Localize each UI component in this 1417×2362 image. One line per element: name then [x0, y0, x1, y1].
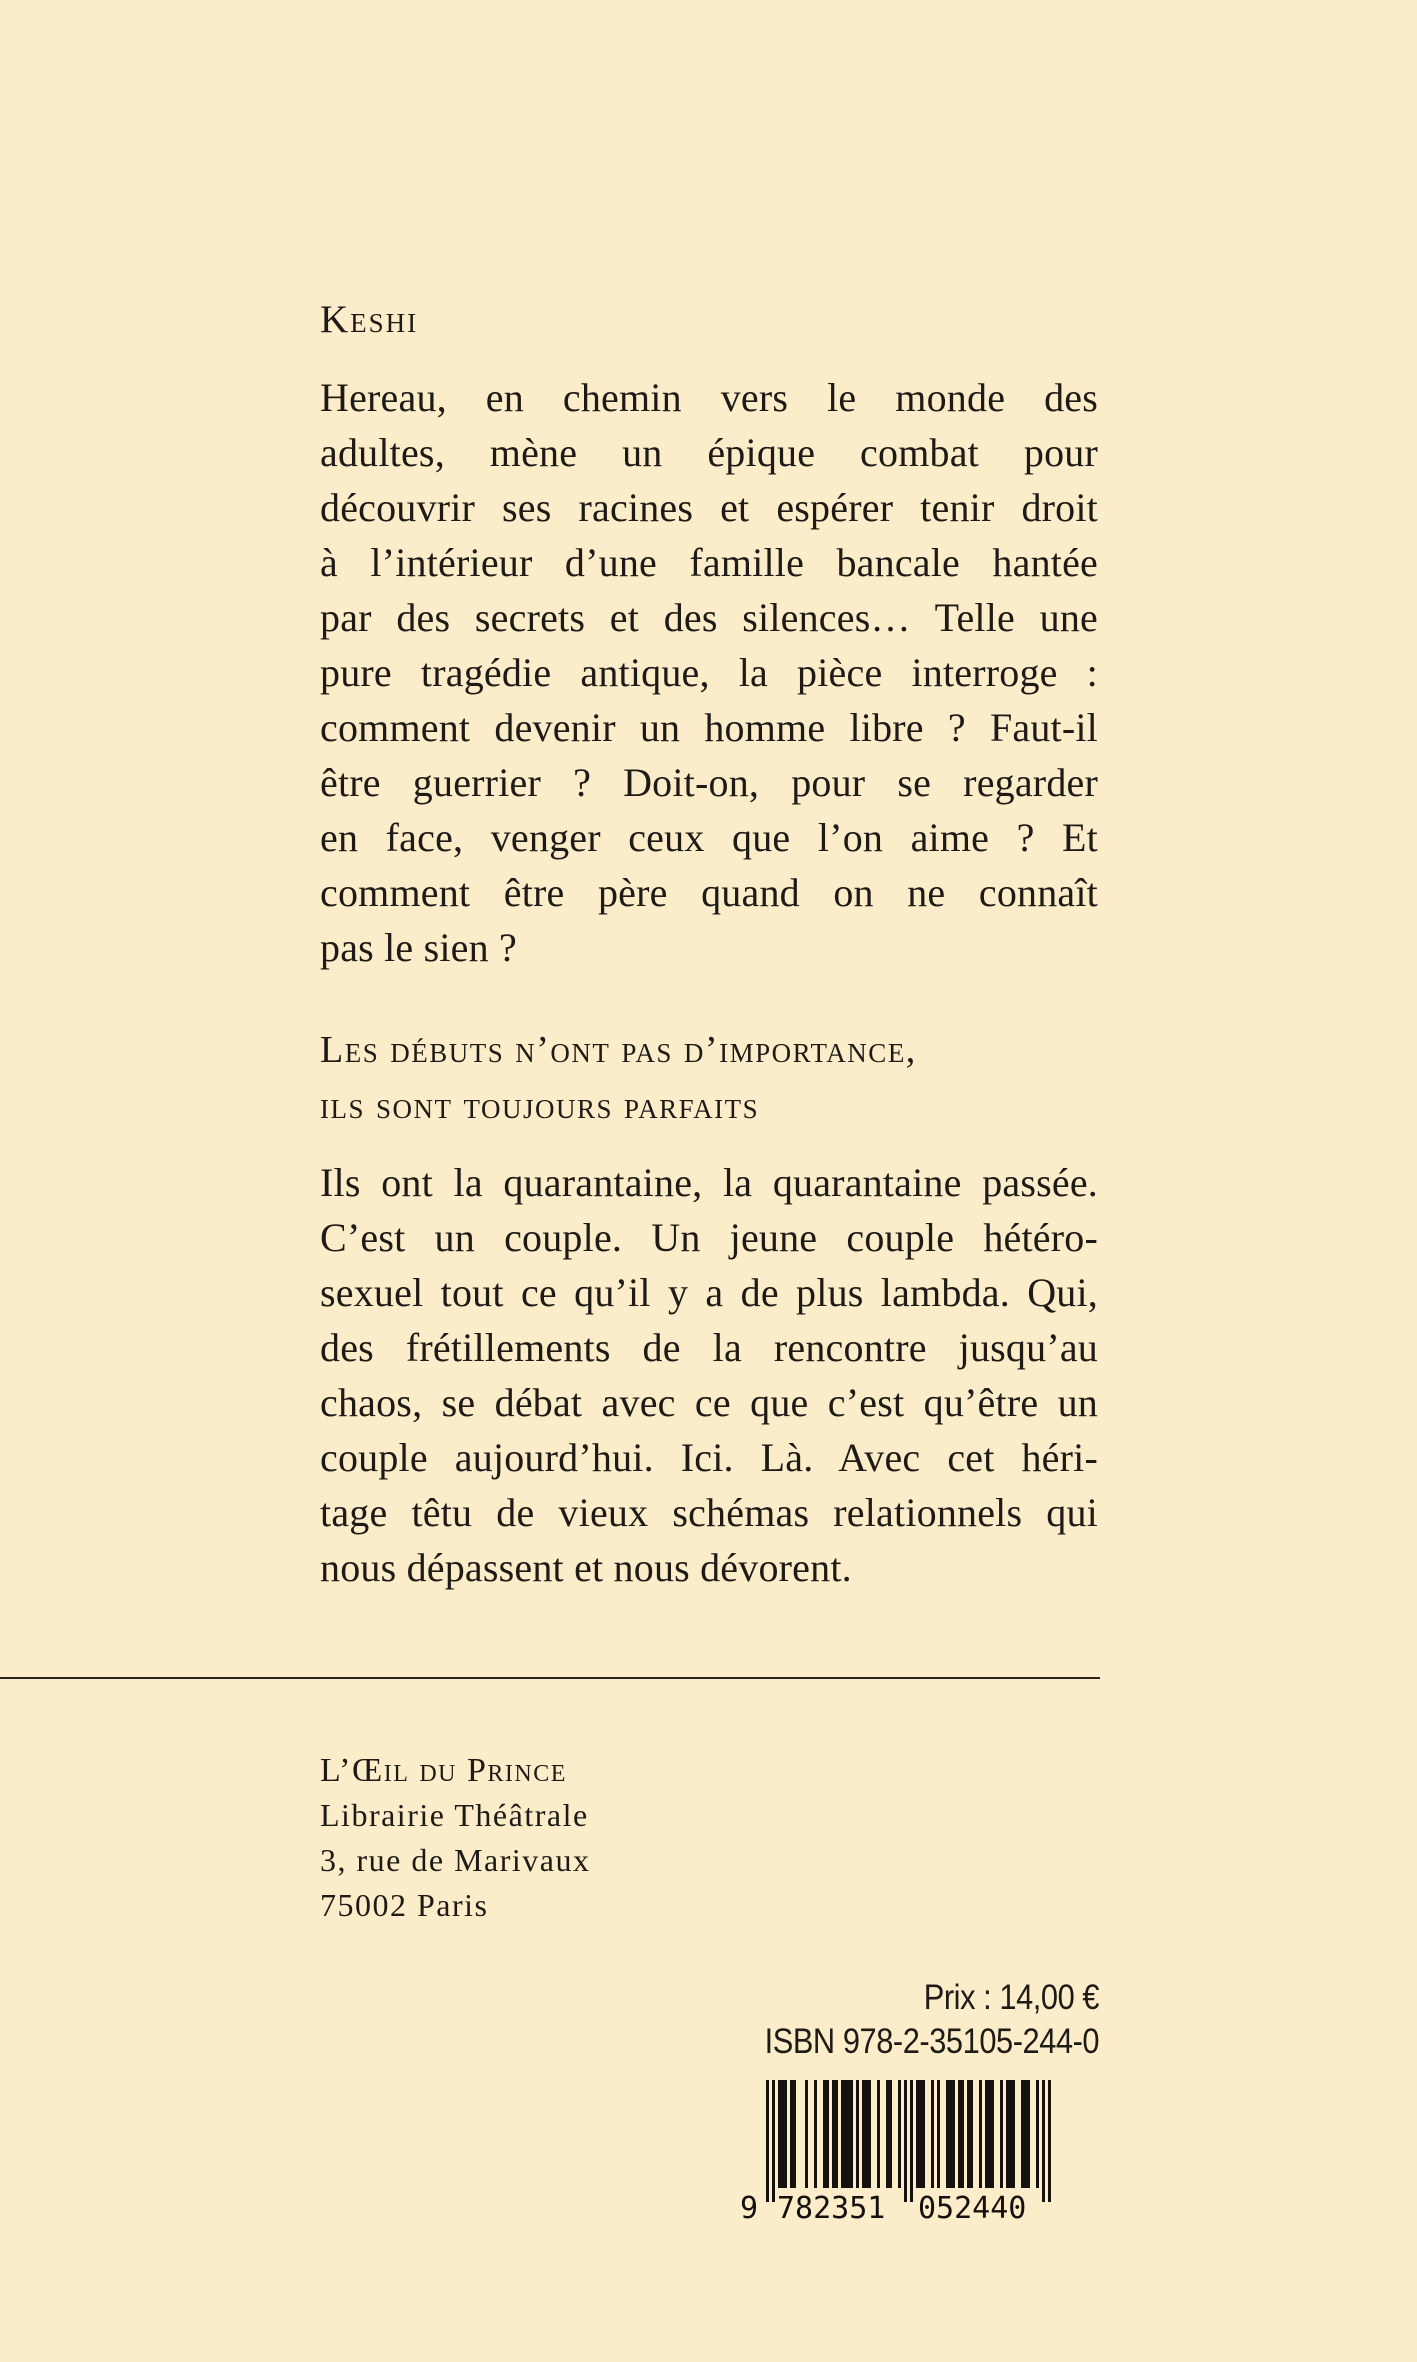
barcode-bar: [1042, 2080, 1045, 2202]
barcode-graphic: [738, 2078, 1098, 2228]
barcode-bar: [1000, 2080, 1003, 2188]
les-debuts-line: C’est un couple. Un jeune couple hétéro-: [320, 1215, 1098, 1260]
keshi-line: être guerrier ? Doit-on, pour se regarder: [320, 760, 1098, 805]
price-block: [765, 1976, 1099, 2064]
play-title-keshi: Keshi: [320, 298, 419, 341]
barcode-bar: [1024, 2080, 1027, 2188]
barcode-bar: [967, 2080, 970, 2188]
barcode-bar: [985, 2080, 988, 2188]
barcode-bar: [991, 2080, 994, 2188]
les-debuts-line: sexuel tout ce qu’il y a de plus lambda. Qui,: [320, 1270, 1098, 1315]
barcode-bar: [781, 2080, 784, 2188]
barcode-bar: [961, 2080, 964, 2188]
barcode-bar: [931, 2080, 934, 2188]
barcode-bar: [916, 2080, 919, 2188]
barcode-bar: [865, 2080, 868, 2188]
keshi-line: pas le sien ?: [320, 925, 517, 970]
barcode-bar: [898, 2080, 901, 2188]
barcode-bar: [814, 2080, 817, 2188]
keshi-line: par des secrets et des silences… Telle une: [320, 595, 1098, 640]
barcode-bar: [958, 2080, 961, 2188]
barcode-bar: [988, 2080, 991, 2188]
title-line: ils sont toujours parfaits: [320, 1085, 760, 1127]
publisher-line: 3, rue de Marivaux: [320, 1842, 591, 1878]
les-debuts-line: couple aujourd’hui. Ici. Là. Avec cet héri-: [320, 1435, 1098, 1480]
barcode-bar: [766, 2080, 769, 2202]
barcode: [738, 2078, 1098, 2228]
keshi-line: comment être père quand on ne connaît: [320, 870, 1098, 915]
keshi-line: à l’intérieur d’une famille bancale hantée: [320, 540, 1098, 585]
barcode-bar: [856, 2080, 859, 2188]
les-debuts-line: nous dépassent et nous dévorent.: [320, 1545, 852, 1590]
barcode-digits: 052440: [918, 2191, 1027, 2226]
barcode-bar: [835, 2080, 838, 2188]
barcode-bar: [910, 2080, 913, 2202]
keshi-description: [320, 370, 1098, 975]
barcode-bar: [1009, 2080, 1012, 2188]
price-label: Prix : 14,00 €: [923, 1978, 1099, 2017]
horizontal-divider: [0, 1677, 1100, 1679]
barcode-bar: [889, 2080, 892, 2188]
barcode-bar: [841, 2080, 844, 2188]
publisher-address: [320, 1748, 590, 1928]
barcode-bar: [847, 2080, 850, 2188]
barcode-bar: [904, 2080, 907, 2202]
barcode-bar: [778, 2080, 781, 2188]
title-line: Les débuts n’ont pas d’importance,: [320, 1029, 917, 1071]
publisher-line: Librairie Théâtrale: [320, 1797, 589, 1833]
les-debuts-line: chaos, se débat avec ce que c’est qu’être un: [320, 1380, 1098, 1425]
barcode-bar: [793, 2080, 796, 2188]
les-debuts-line: Ils ont la quarantaine, la quarantaine passée.: [320, 1160, 1098, 1205]
barcode-bar: [1036, 2080, 1039, 2188]
barcode-bar: [952, 2080, 955, 2188]
barcode-bar: [919, 2080, 922, 2188]
keshi-line: en face, venger ceux que l’on aime ? Et: [320, 815, 1098, 860]
barcode-bar: [970, 2080, 973, 2188]
barcode-bar: [1021, 2080, 1024, 2188]
barcode-digits: 9: [740, 2191, 759, 2226]
barcode-bar: [1012, 2080, 1015, 2188]
play-title-les-debuts: [320, 1022, 917, 1134]
barcode-bar: [832, 2080, 835, 2188]
barcode-bar: [823, 2080, 826, 2188]
barcode-bar: [1027, 2080, 1030, 2188]
barcode-bar: [877, 2080, 880, 2188]
keshi-line: pure tragédie antique, la pièce interroge :: [320, 650, 1098, 695]
barcode-bar: [922, 2080, 925, 2188]
keshi-line: découvrir ses racines et espérer tenir droit: [320, 485, 1098, 530]
barcode-bar: [772, 2080, 775, 2202]
barcode-bar: [844, 2080, 847, 2188]
barcode-bar: [862, 2080, 865, 2188]
barcode-bar: [1006, 2080, 1009, 2188]
keshi-line: comment devenir un homme libre ? Faut-il: [320, 705, 1098, 750]
barcode-bar: [937, 2080, 940, 2188]
barcode-bar: [949, 2080, 952, 2188]
keshi-line: Hereau, en chemin vers le monde des: [320, 375, 1098, 420]
barcode-bar: [979, 2080, 982, 2188]
publisher-line: 75002 Paris: [320, 1887, 489, 1923]
les-debuts-line: des frétillements de la rencontre jusqu’au: [320, 1325, 1098, 1370]
barcode-bar: [826, 2080, 829, 2188]
isbn-label: ISBN 978-2-35105-244-0: [764, 2022, 1099, 2061]
barcode-bar: [886, 2080, 889, 2188]
barcode-bar: [805, 2080, 808, 2188]
barcode-bar: [946, 2080, 949, 2188]
barcode-bar: [850, 2080, 853, 2188]
barcode-bar: [790, 2080, 793, 2188]
barcode-bar: [784, 2080, 787, 2188]
barcode-digits: 782351: [777, 2191, 886, 2226]
barcode-bar: [1048, 2080, 1051, 2202]
keshi-line: adultes, mène un épique combat pour: [320, 430, 1098, 475]
les-debuts-line: tage têtu de vieux schémas relationnels qui: [320, 1490, 1098, 1535]
les-debuts-description: [320, 1155, 1098, 1595]
barcode-bar: [868, 2080, 871, 2188]
publisher-name: L’Œil du Prince: [320, 1752, 567, 1789]
